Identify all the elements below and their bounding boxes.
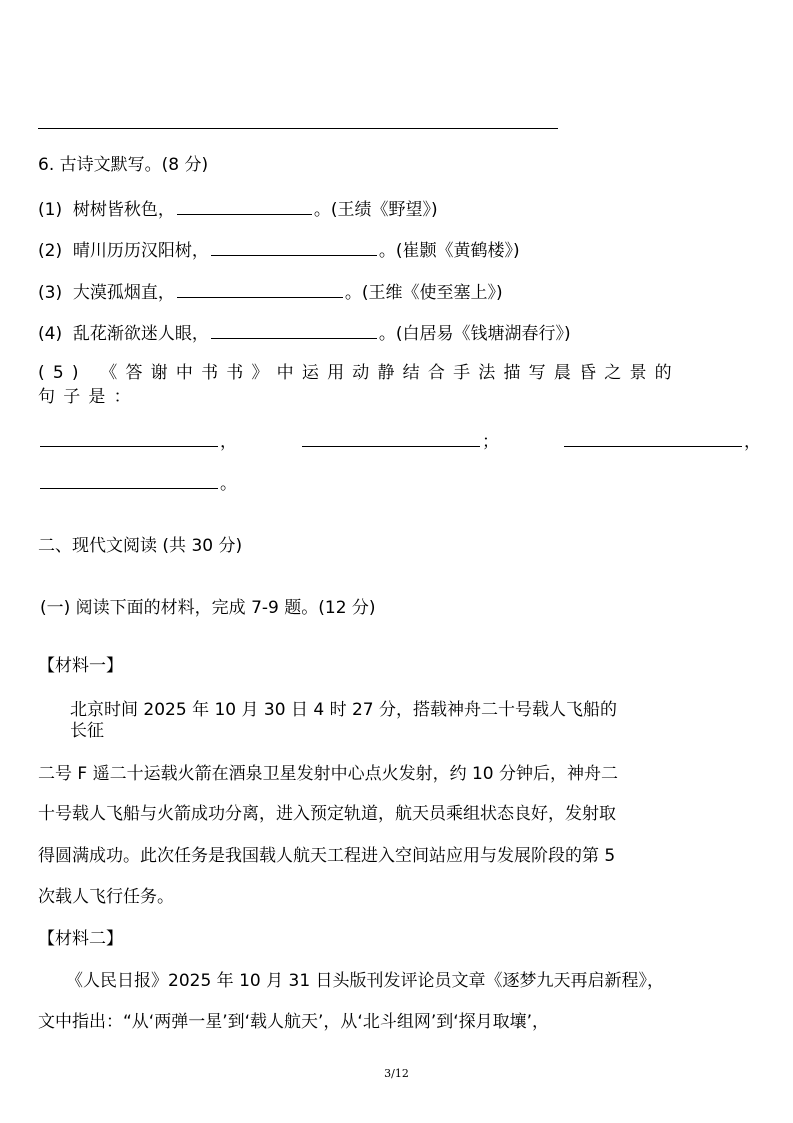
material-1-line-3: 十号载人飞船与火箭成功分离，进入预定轨道，航天员乘组状态良好，发射取 <box>38 804 616 824</box>
answer-blank[interactable] <box>177 279 343 298</box>
answer-blank-row-1 <box>38 428 237 453</box>
question-6-item-2 <box>38 237 520 262</box>
material-1-line-1: 北京时间 2025 年 10 月 30 日 4 时 27 分，搭载神舟二十号载人飞船的 <box>70 700 618 720</box>
question-6-item-5-line-2: 句子是： <box>38 387 139 407</box>
answer-blank[interactable] <box>40 470 218 489</box>
material-1-line-2: 二号 F 遥二十运载火箭在酒泉卫星发射中心点火发射，约 10 分钟后，神舟二 <box>38 764 619 784</box>
question-6-heading: 6. 古诗文默写。(8 分) <box>38 155 209 175</box>
item-text-after: 。(王绩《野望》) <box>313 200 438 220</box>
item-text-before: 树树皆秋色， <box>72 200 175 220</box>
question-6-item-3 <box>38 279 503 304</box>
item-number: (1) <box>38 200 63 220</box>
answer-blank-row-1b <box>300 428 499 453</box>
page-number: 3/12 <box>384 1067 409 1080</box>
material-2-line-1: 《人民日报》2025 年 10 月 31 日头版刊发评论员文章《逐梦九天再启新程》， <box>66 971 665 991</box>
item-text-before: 晴川历历汉阳树， <box>72 241 209 261</box>
answer-blank-row-1c <box>562 428 761 453</box>
question-6-item-5-line-1: (5) 《答谢中书书》中运用动静结合手法描写晨昏之景的 <box>38 363 680 383</box>
material-1-line-4: 得圆满成功。此次任务是我国载人航天工程进入空间站应用与发展阶段的第 5 <box>38 846 616 866</box>
answer-blank[interactable] <box>302 428 480 447</box>
material-2-line-2: 文中指出：“从‘两弹一星’到‘载人航天’，从‘北斗组网’到‘探月取壤’， <box>38 1012 550 1032</box>
item-number: (4) <box>38 324 63 344</box>
item-text-after: 。(崔颢《黄鹤楼》) <box>378 241 520 261</box>
top-divider-line <box>38 128 558 129</box>
answer-blank[interactable] <box>177 196 312 215</box>
item-text-after: 。(白居易《钱塘湖春行》) <box>378 324 571 344</box>
blank-separator: ； <box>482 432 499 452</box>
question-6-item-1 <box>38 196 438 221</box>
answer-blank[interactable] <box>564 428 742 447</box>
section-2-sub-heading: (一) 阅读下面的材料，完成 7-9 题。(12 分) <box>40 598 376 618</box>
item-text-before: 大漠孤烟直， <box>72 283 175 303</box>
material-1-line-5: 次载人飞行任务。 <box>38 887 174 907</box>
question-6-item-4 <box>38 320 571 345</box>
answer-blank-row-2 <box>38 470 237 495</box>
answer-blank[interactable] <box>211 237 377 256</box>
item-number: (2) <box>38 241 63 261</box>
blank-separator: ， <box>744 432 761 452</box>
blank-separator: ， <box>220 432 237 452</box>
material-2-label: 【材料二】 <box>38 929 123 949</box>
material-1-label: 【材料一】 <box>38 656 123 676</box>
answer-blank[interactable] <box>40 428 218 447</box>
item-text-before: 乱花渐欲迷人眼， <box>72 324 209 344</box>
item-number: (3) <box>38 283 63 303</box>
material-1-line-1b: 长征 <box>70 721 104 741</box>
blank-end: 。 <box>220 474 237 494</box>
section-2-heading: 二、现代文阅读 (共 30 分) <box>38 536 243 556</box>
item-text-after: 。(王维《使至塞上》) <box>344 283 503 303</box>
answer-blank[interactable] <box>211 320 377 339</box>
